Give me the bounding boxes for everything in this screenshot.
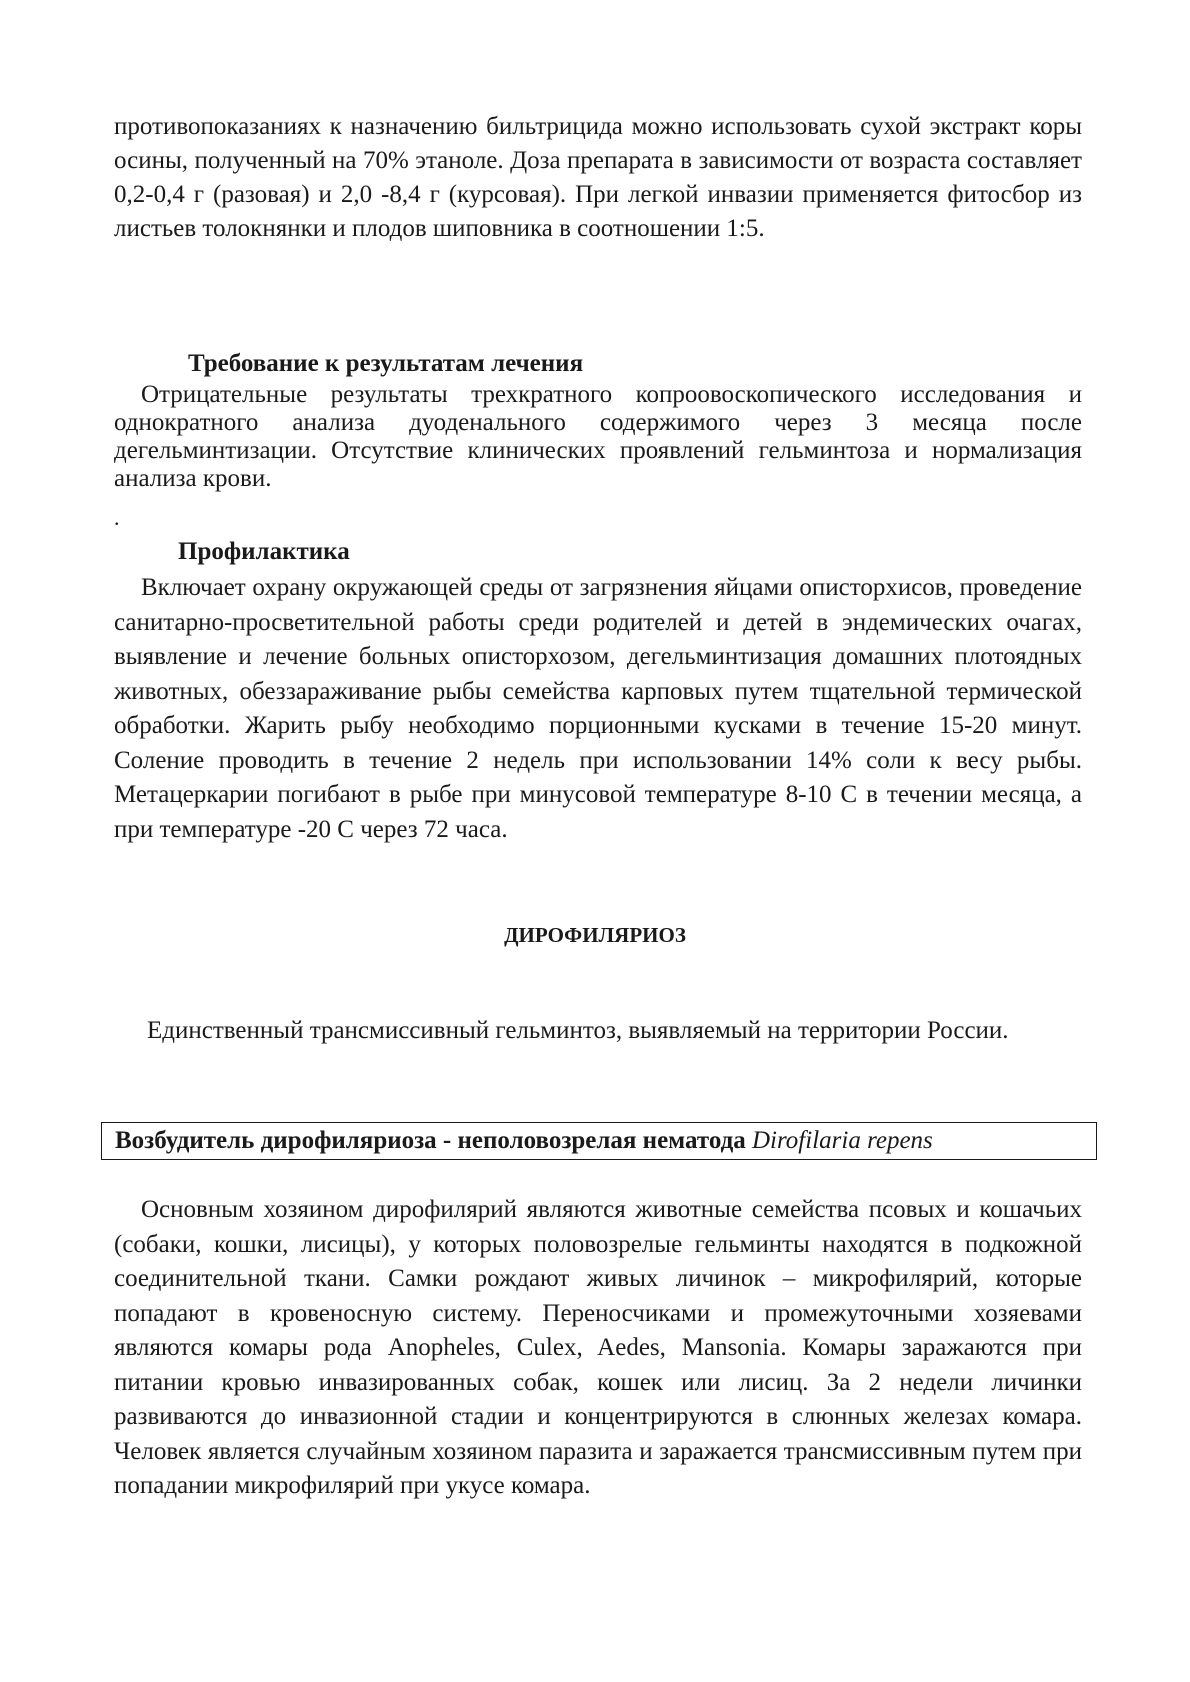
paragraph-dirofilariasis-intro: Единственный трансмиссивный гельминтоз, выявляемый на территории России. (147, 1017, 1009, 1044)
paragraph-contraindications: противопоказаниях к назначению бильтрицида можно использовать сухой экстракт коры осины, полученный на 70% этаноле. Доза препарата в зависимости от возраста составляет 0,2-0,4 г (разовая) и 2,0 -8,4 г (курсовая). При легкой инвазии применяется фитосбор из листьев толокнянки и плодов шиповника в соотношении 1:5. (114, 113, 1082, 242)
heading-prophylaxis: Профилактика (178, 538, 350, 565)
pathogen-species: Dirofilaria repens (752, 1127, 933, 1154)
heading-dirofilariasis: ДИРОФИЛЯРИОЗ (504, 923, 686, 947)
stray-dot: . (114, 505, 120, 530)
paragraph-prophylaxis: Включает охрану окружающей среды от загрязнения яйцами описторхисов, проведение санитарно-просветительной работы среди родителей и детей в эндемических очагах, выявление и лечение больных описторхозом, дегельминтизация домашних плотоядных животных, обеззараживание рыбы семейства карповых путем тщательной термической обработки. Жарить рыбу необходимо порционными кусками в течение 15-20 минут. Соление проводить в течение 2 недель при использовании 14% соли к весу рыбы. Метацеркарии погибают в рыбе при минусовой температуре 8-10 С в течении месяца, а при температуре -20 С через 72 часа. (114, 574, 1082, 843)
pathogen-box (101, 1122, 1097, 1160)
paragraph-hosts: Основным хозяином дирофилярий являются животные семейства псовых и кошачьих (собаки, кошки, лисицы), у которых половозрелые гельминты находятся в подкожной соединительной ткани. Самки рождают живых личинок – микрофилярий, которые попадают в кровеносную систему. Переносчиками и промежуточными хозяевами являются комары рода Anopheles, Culex, Aedes, Mansonia. Комары заражаются при питании кровью инвазированных собак, кошек или лисиц. За 2 недели личинки развиваются до инвазионной стадии и концентрируются в слюнных железах комара. Человек является случайным хозяином паразита и заражается трансмиссивным путем при попадании микрофилярий при укусе комара. (114, 1196, 1082, 1499)
paragraph-treatment-requirements: Отрицательные результаты трехкратного копроовоскопического исследования и однократного анализа дуоденального содержимого через 3 месяца после дегельминтизации. Отсутствие клинических проявлений гельминтоза и нормализация анализа крови. (114, 381, 1082, 492)
pathogen-label: Возбудитель дирофиляриоза - неполовозрелая нематода (115, 1127, 752, 1154)
heading-treatment-requirements: Требование к результатам лечения (188, 350, 584, 377)
